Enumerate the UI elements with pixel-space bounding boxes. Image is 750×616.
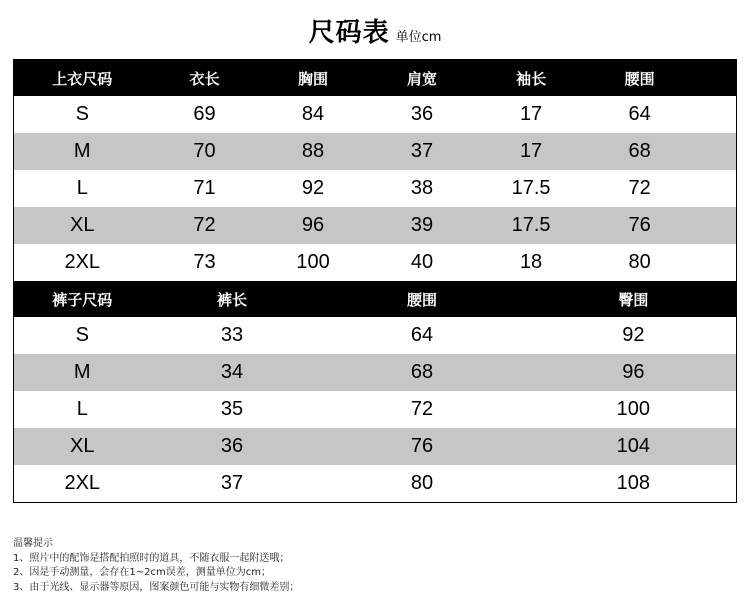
tops-row	[14, 170, 737, 207]
table-cell: XL	[14, 207, 151, 244]
table-cell: S	[14, 96, 151, 133]
table-cell: 80	[586, 244, 694, 281]
table-cell: 17.5	[477, 170, 586, 207]
table-cell: 18	[477, 244, 586, 281]
table-cell: 64	[586, 96, 694, 133]
table-cell: 17	[477, 133, 586, 170]
table-cell: 68	[586, 133, 694, 170]
table-cell: 100	[531, 391, 737, 428]
tops-row	[14, 244, 737, 281]
table-cell: 34	[151, 354, 314, 391]
table-cell: 35	[151, 391, 314, 428]
table-cell: 73	[151, 244, 259, 281]
table-cell: 96	[531, 354, 737, 391]
pants-row	[14, 317, 737, 354]
table-cell: 17.5	[477, 207, 586, 244]
tips-section	[13, 537, 733, 595]
tops-header-waist: 腰围	[586, 60, 694, 97]
table-cell-filler	[694, 96, 737, 133]
table-cell: L	[14, 170, 151, 207]
size-chart-table	[13, 59, 737, 503]
pants-row	[14, 465, 737, 503]
pants-header-size: 裤子尺码	[14, 281, 151, 317]
table-cell: 68	[314, 354, 531, 391]
pants-header-waist: 腰围	[314, 281, 531, 317]
table-cell: S	[14, 317, 151, 354]
tops-header-sleeve: 袖长	[477, 60, 586, 97]
table-cell-filler	[694, 207, 737, 244]
table-cell: 72	[151, 207, 259, 244]
tops-row	[14, 96, 737, 133]
table-cell: 108	[531, 465, 737, 503]
table-cell: 37	[368, 133, 477, 170]
table-cell: L	[14, 391, 151, 428]
tips-line: 2、因是手动测量，会存在1~2cm误差，测量单位为cm；	[13, 567, 271, 578]
table-cell: M	[14, 354, 151, 391]
table-cell: 71	[151, 170, 259, 207]
pants-row	[14, 354, 737, 391]
pants-row	[14, 428, 737, 465]
page-title: 尺码表	[308, 18, 390, 48]
table-cell: 100	[259, 244, 368, 281]
table-cell: 40	[368, 244, 477, 281]
table-cell: 76	[314, 428, 531, 465]
table-cell: 84	[259, 96, 368, 133]
table-cell: 64	[314, 317, 531, 354]
table-cell: M	[14, 133, 151, 170]
table-cell: 92	[531, 317, 737, 354]
pants-header-hip: 臀围	[531, 281, 737, 317]
table-cell: 2XL	[14, 244, 151, 281]
table-cell: 80	[314, 465, 531, 503]
table-cell-filler	[694, 244, 737, 281]
pants-header-row	[14, 281, 737, 317]
tops-row	[14, 133, 737, 170]
tips-line: 1、照片中的配饰是搭配拍照时的道具，不随衣服一起附送哦；	[13, 552, 290, 564]
tips-heading: 温馨提示	[13, 538, 53, 549]
table-cell: 36	[368, 96, 477, 133]
table-cell: 88	[259, 133, 368, 170]
table-cell: 38	[368, 170, 477, 207]
table-cell: 104	[531, 428, 737, 465]
table-cell: 36	[151, 428, 314, 465]
table-cell: 70	[151, 133, 259, 170]
table-cell-filler	[694, 170, 737, 207]
table-cell: 72	[314, 391, 531, 428]
tops-header-size: 上衣尺码	[14, 60, 151, 97]
unit-label: 单位cm	[395, 30, 442, 45]
table-cell: 72	[586, 170, 694, 207]
table-cell: 37	[151, 465, 314, 503]
table-cell: 2XL	[14, 465, 151, 503]
pants-row	[14, 391, 737, 428]
tops-header-shoulder: 肩宽	[368, 60, 477, 97]
tops-header-filler	[694, 60, 737, 97]
pants-header-length: 裤长	[151, 281, 314, 317]
tops-header-length: 衣长	[151, 60, 259, 97]
tops-header-row	[14, 60, 737, 97]
table-cell: 33	[151, 317, 314, 354]
tops-row	[14, 207, 737, 244]
tops-header-chest: 胸围	[259, 60, 368, 97]
table-cell: 96	[259, 207, 368, 244]
tips-line: 3、由于光线、显示器等原因，图案颜色可能与实物有细微差别；	[13, 581, 300, 593]
table-cell: 17	[477, 96, 586, 133]
table-cell: 76	[586, 207, 694, 244]
table-cell-filler	[694, 133, 737, 170]
table-cell: XL	[14, 428, 151, 465]
table-cell: 92	[259, 170, 368, 207]
title-block	[0, 12, 750, 49]
table-cell: 39	[368, 207, 477, 244]
table-cell: 69	[151, 96, 259, 133]
